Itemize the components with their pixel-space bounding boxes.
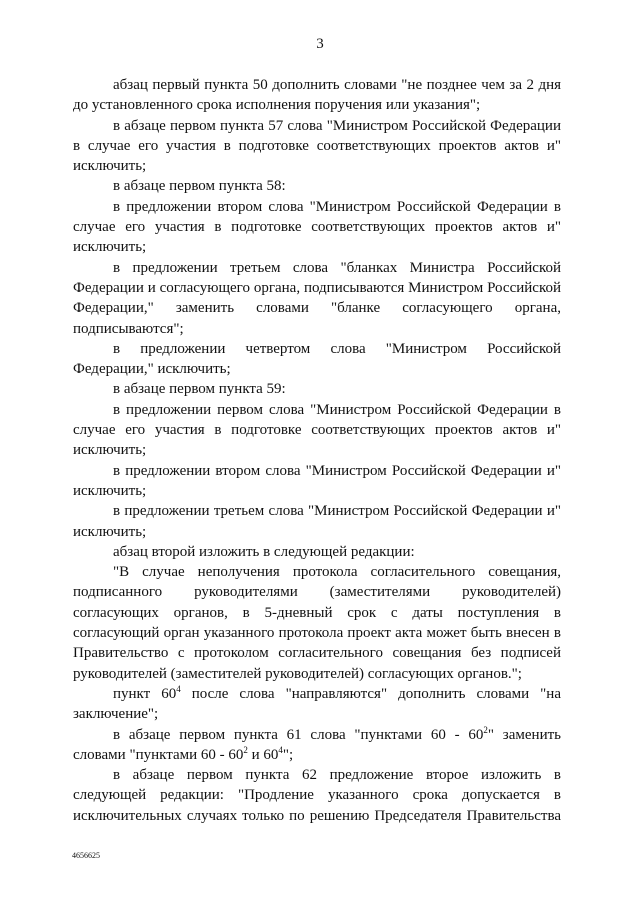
text-segment: " заменить словами "пунктами 60 - 60 — [73, 726, 561, 763]
paragraph — [73, 765, 561, 826]
document-body — [73, 75, 561, 826]
text-segment: пункт 60 — [113, 685, 177, 702]
text-segment: в абзаце первом пункта 58: — [113, 178, 286, 195]
text-segment: в абзаце первом пункта 62 предложение второе изложить в следующей редакции: "Продление указанного срока допускается в исключительных случаях только по решению Председателя Правительства — [73, 767, 561, 824]
superscript: 2 — [243, 744, 248, 755]
document-id: 4656625 — [72, 851, 100, 860]
text-segment: "В случае неполучения протокола согласительного совещания, подписанного руководителями (заместителями руководителей) согласующих органов, в 5-дневный срок с даты поступления в согласующий орган указанного протокола проект акта может быть внесен в Правительство с протоколом согласительного совещания без подписей руководителей (заместителей руководителей) согласующих органов."; — [73, 564, 561, 682]
paragraph — [73, 75, 561, 116]
text-segment: абзац первый пункта 50 дополнить словами "не позднее чем за 2 дня до установленного срока исполнения поручения или указания"; — [73, 77, 561, 114]
superscript: 2 — [483, 724, 488, 735]
text-segment: и 60 — [247, 746, 279, 763]
paragraph — [73, 116, 561, 177]
text-segment: в абзаце первом пункта 57 слова "Министром Российской Федерации в случае его участия в подготовке соответствующих проектов актов и" исключить; — [73, 117, 561, 175]
text-segment: в абзаце первом пункта 59: — [113, 381, 286, 398]
text-segment: абзац второй изложить в следующей редакции: — [113, 543, 415, 560]
paragraph — [73, 684, 561, 725]
text-segment: в предложении втором слова "Министром Российской Федерации и" исключить; — [73, 462, 561, 499]
text-segment: после слова "направляются" дополнить словами "на заключение"; — [73, 685, 561, 723]
text-segment: в предложении четвертом слова "Министром Российской Федерации," исключить; — [73, 340, 561, 378]
text-segment: в предложении втором слова "Министром Российской Федерации в случае его участия в подготовке соответствующих проектов актов и" исключить; — [73, 198, 561, 256]
text-segment: "; — [282, 746, 294, 763]
paragraph — [73, 501, 561, 542]
superscript: 4 — [278, 744, 283, 755]
paragraph — [73, 461, 561, 502]
paragraph — [73, 379, 561, 399]
paragraph — [73, 725, 561, 766]
text-segment: в предложении первом слова "Министром Российской Федерации в случае его участия в подготовке соответствующих проектов актов и" исключить; — [73, 401, 561, 459]
text-segment: в абзаце первом пункта 61 слова "пунктами 60 - 60 — [113, 726, 484, 743]
text-segment: в предложении третьем слова "бланках Министра Российской Федерации и согласующего органа, подписываются Министром Российской Федерации," заменить словами "бланке согласующего органа, подписываются"; — [73, 259, 561, 337]
page-number: 3 — [316, 36, 324, 52]
superscript: 4 — [176, 683, 181, 694]
paragraph — [73, 339, 561, 380]
text-segment: в предложении третьем слова "Министром Российской Федерации и" исключить; — [73, 503, 561, 540]
paragraph — [73, 197, 561, 258]
paragraph — [73, 258, 561, 339]
paragraph — [73, 400, 561, 461]
paragraph — [73, 562, 561, 684]
paragraph — [73, 542, 561, 562]
paragraph — [73, 176, 561, 196]
